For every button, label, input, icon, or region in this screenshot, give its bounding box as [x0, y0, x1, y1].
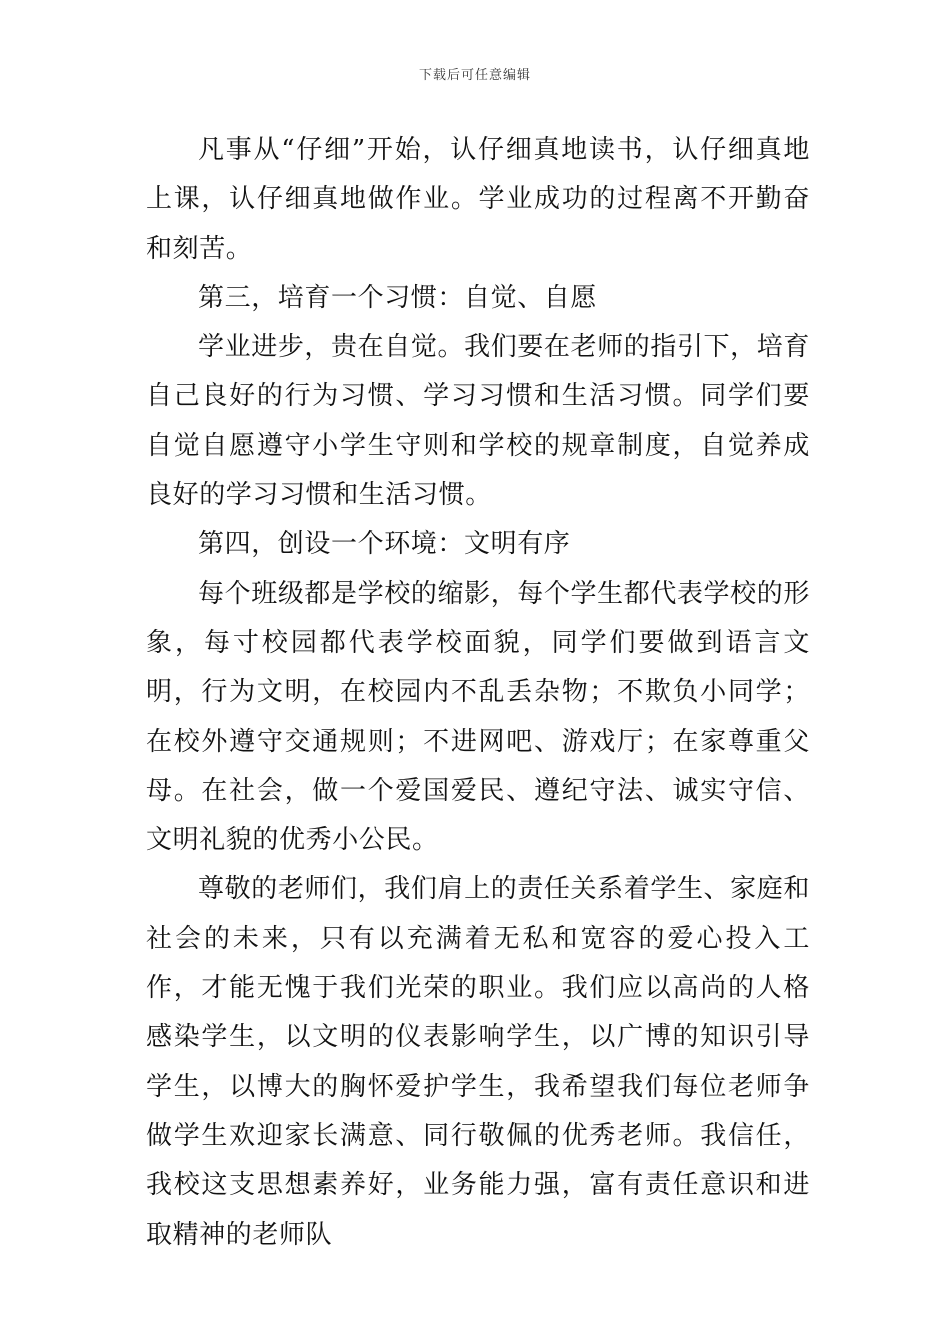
paragraph-civilized-order: 每个班级都是学校的缩影，每个学生都代表学校的形象，每寸校园都代表学校面貌，同学们要做到语言文明，行为文明，在校园内不乱丢杂物；不欺负小同学；在校外遵守交通规则；不进网吧、游戏厅；在家尊重父母。在社会，做一个爱国爱民、遵纪守法、诚实守信、文明礼貌的优秀小公民。 [146, 578, 810, 856]
section-heading-third: 第三，培育一个习惯：自觉、自愿 [198, 282, 598, 313]
paragraph-diligence: 凡事从“仔细”开始，认仔细真地读书，认仔细真地上课，认仔细真地做作业。学业成功的过程离不开勤奋和刻苦。 [146, 135, 810, 264]
page-header-note: 下载后可任意编辑 [418, 68, 531, 83]
document-body [146, 126, 810, 1260]
section-heading-fourth: 第四，创设一个环境：文明有序 [198, 529, 571, 560]
paragraph-self-discipline: 学业进步，贵在自觉。我们要在老师的指引下，培育自己良好的行为习惯、学习习惯和生活习惯。同学们要自觉自愿遵守小学生守则和学校的规章制度，自觉养成良好的学习习惯和生活习惯。 [146, 332, 810, 511]
paragraph-teachers: 尊敬的老师们，我们肩上的责任关系着学生、家庭和社会的未来，只有以充满着无私和宽容的爱心投入工作，才能无愧于我们光荣的职业。我们应以高尚的人格感染学生，以文明的仪表影响学生，以广博的知识引导学生，以博大的胸怀爱护学生，我希望我们每位老师争做学生欢迎家长满意、同行敬佩的优秀老师。我信任，我校这支思想素养好，业务能力强，富有责任意识和进取精神的老师队 [146, 874, 810, 1250]
